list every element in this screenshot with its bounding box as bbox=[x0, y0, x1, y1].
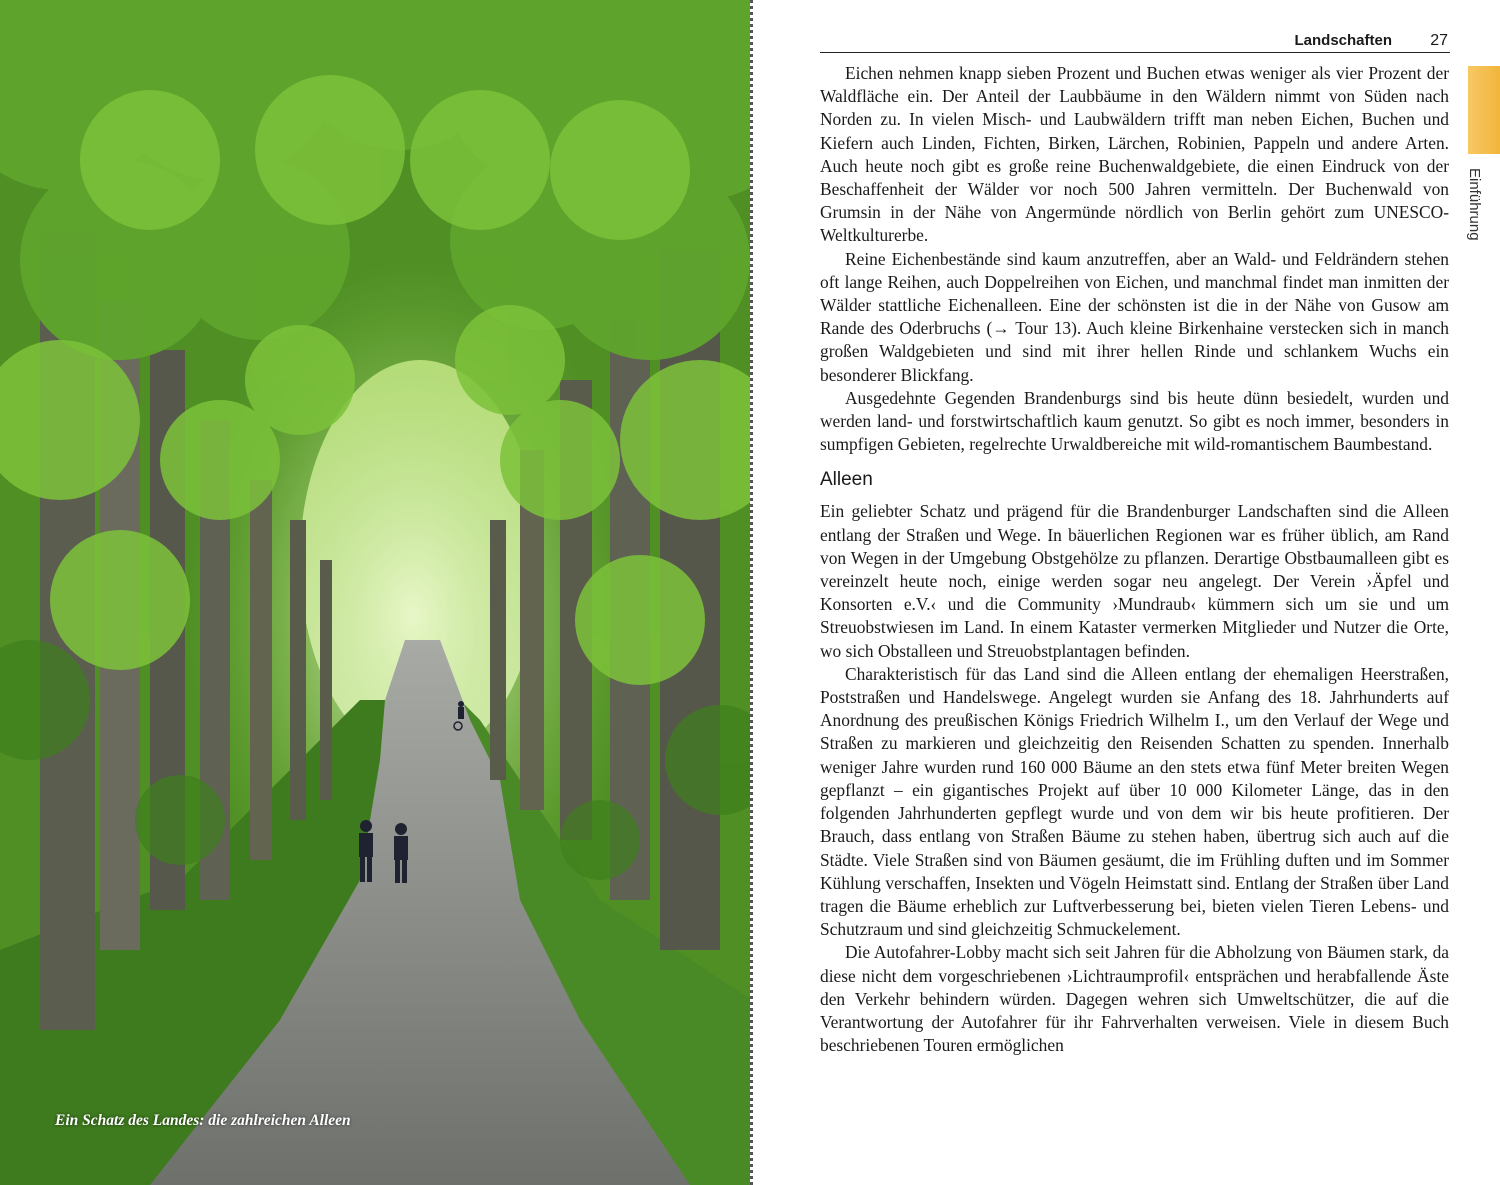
page-fold-divider bbox=[750, 0, 753, 1185]
chapter-side-label: Einführung bbox=[1466, 168, 1483, 241]
paragraph: Charakteristisch für das Land sind die Alleen entlang der ehemaligen Heerstraßen, Poststraßen und Handelswege. Angelegt wurden sie Anfang des 18. Jahrhunderts auf Anordnung des preußischen Königs Friedrich Wilhelm I., um den Verlauf der Wege und Straßen zu markieren und gleichzeitig den Reisenden Schatten zu spenden. Innerhalb weniger Jahre wurden rund 160 000 Bäume an den stets etwa fünf Meter breiten Wegen gepflanzt – ein gigantisches Projekt auf über 10 000 Kilometer Länge, das in den folgenden Jahrhunderten gepflegt wurde und von dem wir bis heute profitieren. Der Brauch, dass entlang von Straßen Bäume zu stehen haben, übertrug sich auch auf die Städte. Viele Straßen sind von Bäumen gesäumt, die im Frühling duften und im Sommer Kühlung verschaffen, Insekten und Vögeln Heimstatt sind. Entlang der Straßen über Land tragen die Bäume erheblich zur Luftverbesserung bei, bieten vielen Tieren Lebens- und Schutzraum und sind gleichzeitig Schmuckelement. bbox=[820, 663, 1449, 940]
paragraph: Ausgedehnte Gegenden Brandenburgs sind bis heute dünn besiedelt, wurden und werden land- und forstwirtschaftlich kaum genutzt. So gibt es noch immer, besonders in sumpfigen Gebieten, regelrechte Urwaldbereiche mit wild-romantischem Baumbestand. bbox=[820, 387, 1449, 455]
section-title: Landschaften bbox=[1294, 32, 1392, 49]
page-number: 27 bbox=[1430, 32, 1448, 49]
paragraph: Ein geliebter Schatz und prägend für die Brandenburger Landschaften sind die Alleen entlang der Straßen und Wege. In bäuerlichen Regionen war es früher üblich, am Rand von Wegen in der Umgebung Obstgehölze zu pflanzen. Derartige Obstbaumalleen gibt es vereinzelt heute noch, einige werden sogar neu angelegt. Der Verein ›Äpfel und Konsorten e.V.‹ und die Community ›Mundraub‹ kümmern sich um sie und um Streuobstwiesen im Land. In einem Kataster vermerken Mitglieder und Nutzer die Orte, wo sich Obstalleen und Streuobstplantagen befinden. bbox=[820, 501, 1449, 661]
running-head bbox=[820, 30, 1450, 53]
photo-caption: Ein Schatz des Landes: die zahlreichen Alleen bbox=[55, 1112, 351, 1129]
chapter-tab-marker bbox=[1468, 66, 1500, 154]
body-text bbox=[820, 62, 1449, 1057]
section-heading-alleen: Alleen bbox=[820, 469, 873, 491]
paragraph: Eichen nehmen knapp sieben Prozent und Buchen etwas weniger als vier Prozent der Waldfläche ein. Der Anteil der Laubbäume in den Wäldern nimmt von Süden nach Norden zu. In vielen Misch- und Laubwäldern trifft man neben Eichen, Buchen und Kiefern auch Linden, Fichten, Birken, Lärchen, Robinien, Pappeln und andere Arten. Auch heute noch gibt es große reine Buchenwaldgebiete, die einen Eindruck von der Beschaffenheit der Wälder vor noch 500 Jahren vermitteln. Der Buchenwald von Grumsin in der Nähe von Angermünde nördlich von Berlin gehört zum UNESCO-Weltkulturerbe. bbox=[820, 63, 1449, 246]
paragraph: Die Autofahrer-Lobby macht sich seit Jahren für die Abholzung von Bäumen stark, da diese nicht dem vorgeschriebenen ›Lichtraumprofil‹ entsprächen und herabfallende Äste den Verkehr behindern würden. Dagegen wehren sich Umweltschützer, die auf die Verantwortung der Autofahrer für ihr Fahrverhalten verweisen. Viele in diesem Buch beschriebenen Touren ermöglichen bbox=[820, 942, 1449, 1056]
paragraph: Reine Eichenbestände sind kaum anzutreffen, aber an Wald- und Feldrändern stehen oft lange Reihen, auch Doppelreihen von Eichen, und manchmal findet man inmitten der Wälder stattliche Eichenalleen. Eine der schönsten ist die in der Nähe von Gusow am Rande des Oderbruchs (→ Tour 13). Auch kleine Birkenhaine verstecken sich in manch großen Waldgebieten und sind mit ihrer hellen Rinde und schlankem Wuchs ein besonderer Blickfang. bbox=[820, 248, 1449, 385]
